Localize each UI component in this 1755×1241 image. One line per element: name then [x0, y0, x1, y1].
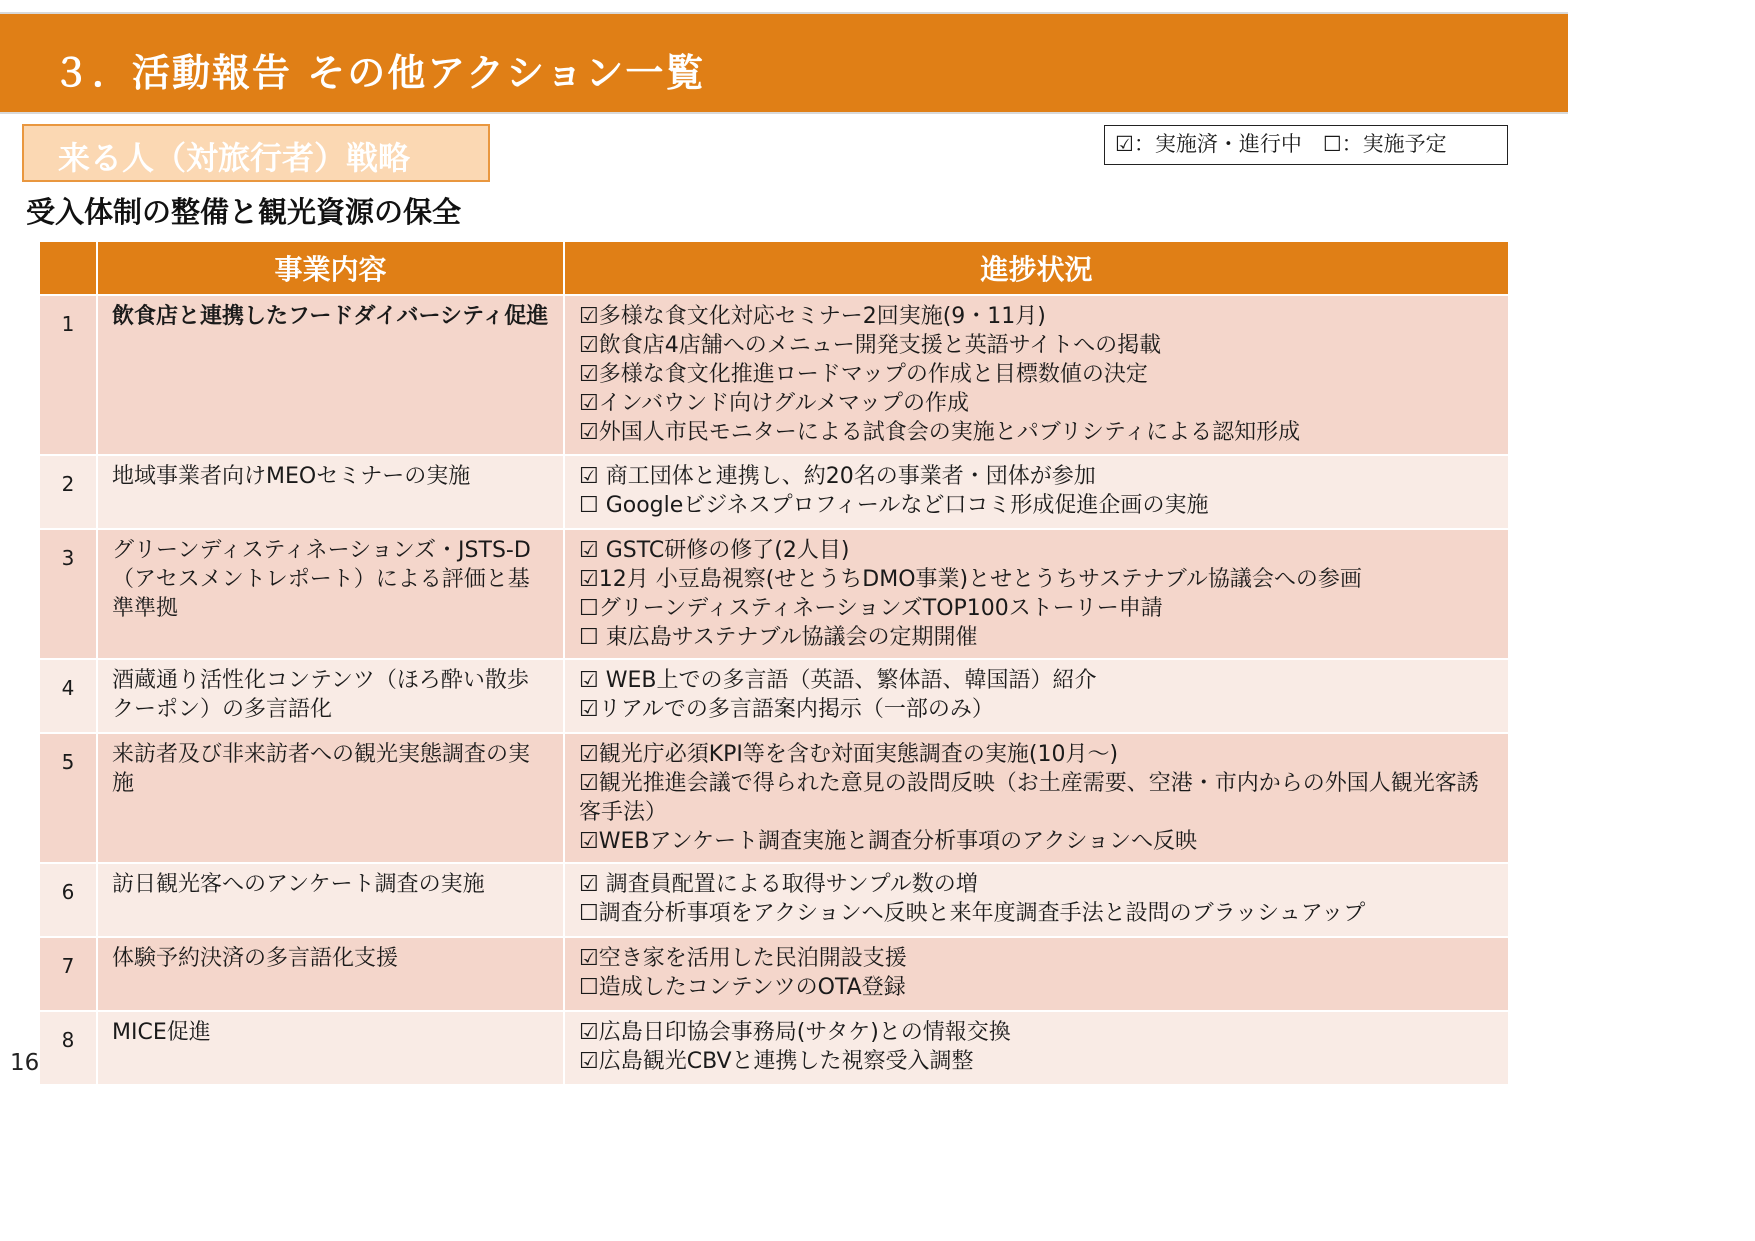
- row-progress: [564, 529, 1509, 659]
- page-number: 16: [10, 1050, 40, 1076]
- progress-line: ☐ 東広島サステナブル協議会の定期開催: [579, 625, 978, 650]
- progress-line: ☐グリーンディスティネーションズTOP100ストーリー申請: [579, 596, 1163, 621]
- table-header-row: [39, 241, 1509, 295]
- row-item: 来訪者及び非来訪者への観光実態調査の実施: [97, 733, 564, 863]
- row-item: 酒蔵通り活性化コンテンツ（ほろ酔い散歩クーポン）の多言語化: [97, 659, 564, 733]
- progress-line: ☑12月 小豆島視察(せとうちDMO事業)とせとうちサステナブル協議会への参画: [579, 567, 1362, 592]
- table-row: [39, 455, 1509, 529]
- header-content-cell: 事業内容: [97, 241, 564, 295]
- legend: ☑：実施済・進行中 ☐：実施予定: [1104, 125, 1508, 165]
- row-progress: [564, 1011, 1509, 1085]
- table-row: [39, 863, 1509, 937]
- progress-line: ☑多様な食文化対応セミナー2回実施(9・11月): [579, 304, 1046, 329]
- row-number: 6: [39, 863, 97, 937]
- progress-line: ☑ 商工団体と連携し、約20名の事業者・団体が参加: [579, 464, 1096, 489]
- progress-line: ☑観光庁必須KPI等を含む対面実態調査の実施(10月～): [579, 742, 1119, 767]
- progress-line: ☑ 調査員配置による取得サンプル数の増: [579, 872, 978, 897]
- header-progress-cell: 進捗状況: [564, 241, 1509, 295]
- table-row: [39, 295, 1509, 455]
- row-progress: [564, 659, 1509, 733]
- row-number: 7: [39, 937, 97, 1011]
- section-subtitle: 受入体制の整備と観光資源の保全: [26, 195, 462, 229]
- table-row: [39, 659, 1509, 733]
- progress-line: ☐造成したコンテンツのOTA登録: [579, 975, 906, 1000]
- progress-line: ☑観光推進会議で得られた意見の設問反映（お土産需要、空港・市内からの外国人観光客誘客手法）: [579, 771, 1479, 825]
- progress-line: ☑広島日印協会事務局(サタケ)との情報交換: [579, 1020, 1011, 1045]
- table-row: [39, 733, 1509, 863]
- row-number: 4: [39, 659, 97, 733]
- progress-line: ☑外国人市民モニターによる試食会の実施とパブリシティによる認知形成: [579, 420, 1301, 445]
- row-number: 5: [39, 733, 97, 863]
- row-number: 1: [39, 295, 97, 455]
- row-number: 8: [39, 1011, 97, 1085]
- strategy-label-box: [22, 124, 490, 182]
- action-table: [38, 240, 1510, 1086]
- row-number: 3: [39, 529, 97, 659]
- progress-line: ☑空き家を活用した民泊開設支援: [579, 946, 907, 971]
- row-item: 体験予約決済の多言語化支援: [97, 937, 564, 1011]
- title-bar: [0, 12, 1568, 114]
- progress-line: ☑ WEB上での多言語（英語、繁体語、韓国語）紹介: [579, 668, 1097, 693]
- row-item: MICE促進: [97, 1011, 564, 1085]
- row-item: グリーンディスティネーションズ・JSTS-D（アセスメントレポート）による評価と基準準拠: [97, 529, 564, 659]
- row-progress: [564, 455, 1509, 529]
- table-row: [39, 1011, 1509, 1085]
- row-progress: [564, 733, 1509, 863]
- progress-line: ☐ Googleビジネスプロフィールなど口コミ形成促進企画の実施: [579, 493, 1209, 518]
- progress-line: ☑リアルでの多言語案内掲示（一部のみ）: [579, 697, 994, 722]
- row-item: 地域事業者向けMEOセミナーの実施: [97, 455, 564, 529]
- row-progress: [564, 937, 1509, 1011]
- row-item: 訪日観光客へのアンケート調査の実施: [97, 863, 564, 937]
- progress-line: ☑多様な食文化推進ロードマップの作成と目標数値の決定: [579, 362, 1148, 387]
- row-number: 2: [39, 455, 97, 529]
- progress-line: ☑ GSTC研修の修了(2人目): [579, 538, 850, 563]
- header-num-cell: [39, 241, 97, 295]
- page-title: ３．活動報告 その他アクション一覧: [52, 51, 706, 95]
- progress-line: ☑飲食店4店舗へのメニュー開発支援と英語サイトへの掲載: [579, 333, 1162, 358]
- row-item: 飲食店と連携したフードダイバーシティ促進: [97, 295, 564, 455]
- progress-line: ☑広島観光CBVと連携した視察受入調整: [579, 1049, 974, 1074]
- row-progress: [564, 863, 1509, 937]
- progress-line: ☑インバウンド向けグルメマップの作成: [579, 391, 969, 416]
- row-progress: [564, 295, 1509, 455]
- strategy-label: 来る人（対旅行者）戦略: [58, 139, 411, 177]
- progress-line: ☑WEBアンケート調査実施と調査分析事項のアクションへ反映: [579, 829, 1198, 854]
- table-row: [39, 937, 1509, 1011]
- table-row: [39, 529, 1509, 659]
- progress-line: ☐調査分析事項をアクションへ反映と来年度調査手法と設問のブラッシュアップ: [579, 901, 1366, 926]
